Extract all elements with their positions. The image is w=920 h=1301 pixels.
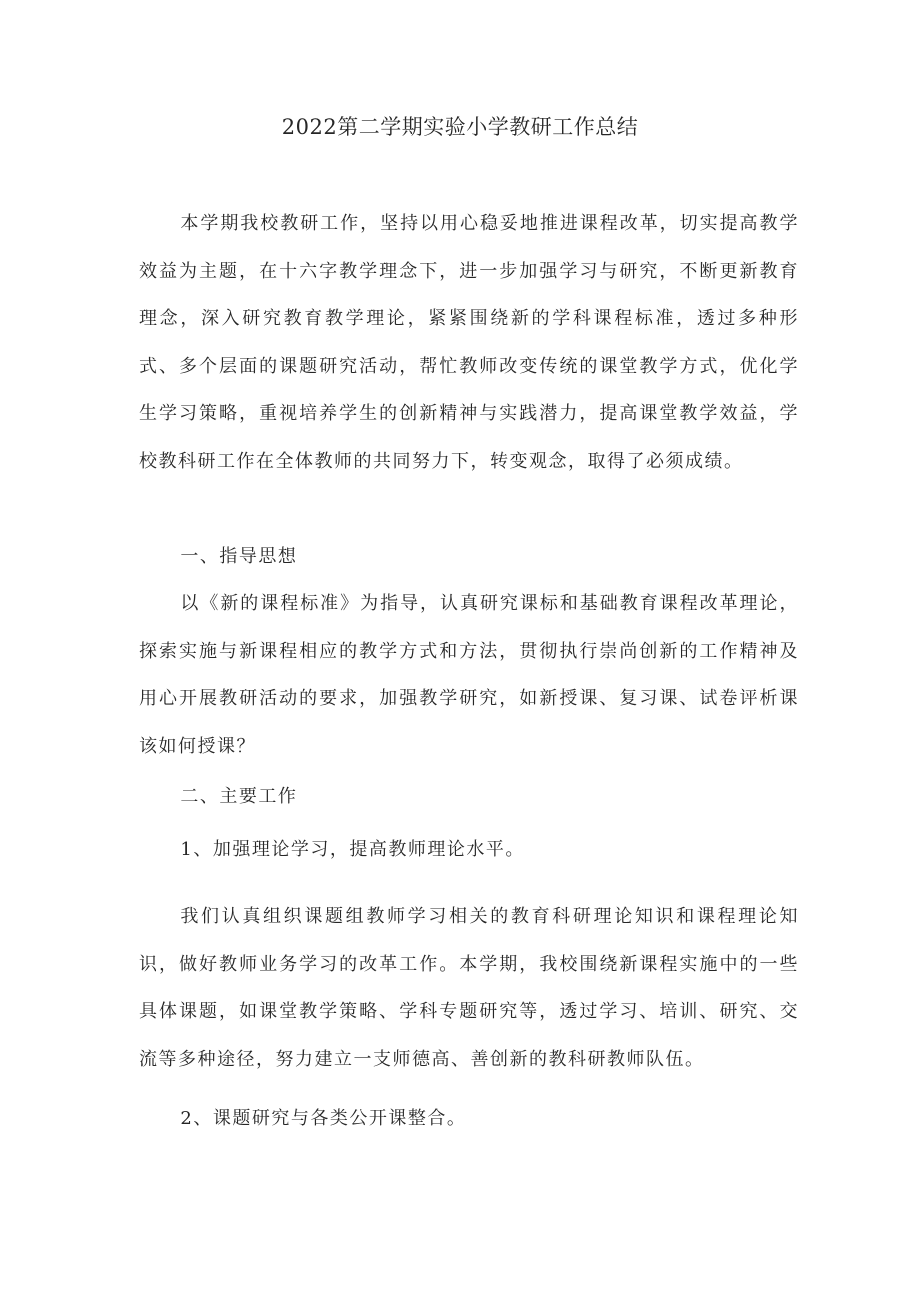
work-item-2-heading: 2、课题研究与各类公开课整合。 <box>180 1108 467 1129</box>
document-title: 2022第二学期实验小学教研工作总结 <box>281 115 639 139</box>
section-heading-main-work: 二、主要工作 <box>180 786 298 807</box>
guiding-thought-paragraph: 以《新的课程标准》为指导，认真研究课标和基础教育课程改革理论，探索实施与新课程相应的教学方式和方法，贯彻执行崇尚创新的工作精神及用心开展教研活动的要求，加强教学研究，如新授课、复习课、试卷评析课该如何授课？ <box>139 593 799 757</box>
work-item-1-heading: 1、加强理论学习，提高教师理论水平。 <box>180 839 525 860</box>
intro-paragraph: 本学期我校教研工作，坚持以用心稳妥地推进课程改革，切实提高教学效益为主题，在十六字教学理念下，进一步加强学习与研究，不断更新教育理念，深入研究教育教学理论，紧紧围绕新的学科课程标准，透过多种形式、多个层面的课题研究活动，帮忙教师改变传统的课堂教学方式，优化学生学习策略，重视培养学生的创新精神与实践潜力，提高课堂教学效益，学校教科研工作在全体教师的共同努力下，转变观念，取得了必须成绩。 <box>139 213 799 472</box>
work-item-1-paragraph: 我们认真组织课题组教师学习相关的教育科研理论知识和课程理论知识，做好教师业务学习的改革工作。本学期，我校围绕新课程实施中的一些具体课题，如课堂教学策略、学科专题研究等，透过学习、培训、研究、交流等多种途径，努力建立一支师德高、善创新的教科研教师队伍。 <box>139 906 799 1070</box>
section-heading-guiding-thought: 一、指导思想 <box>180 546 298 567</box>
